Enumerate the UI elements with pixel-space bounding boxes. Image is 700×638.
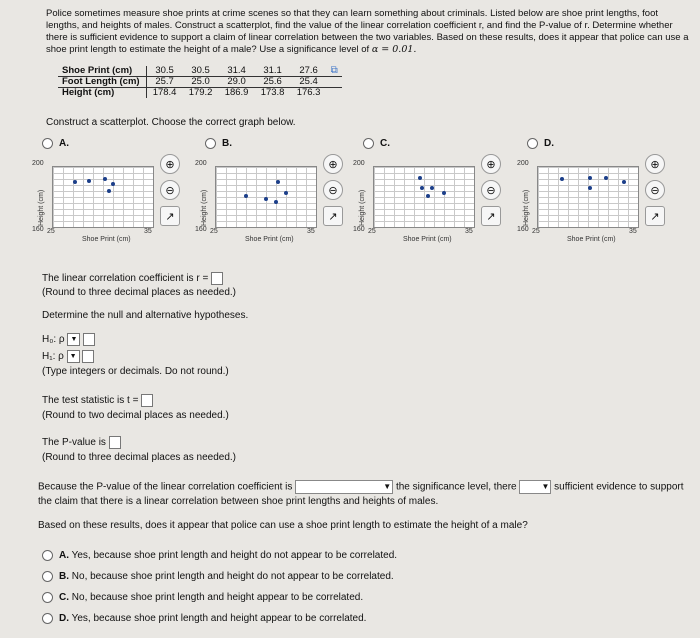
t-input[interactable] xyxy=(141,394,153,407)
h0-operator-dropdown[interactable] xyxy=(67,333,80,346)
scatterplot xyxy=(52,166,154,228)
table-cell: 25.4 xyxy=(291,77,327,88)
popout-icon: ↗ xyxy=(328,210,338,223)
table-cell: 25.7 xyxy=(146,77,183,88)
y-tick-label: 200 xyxy=(195,160,207,167)
dropdown-arrow-icon: ▼ xyxy=(383,482,392,491)
data-point xyxy=(588,176,592,180)
conclusion-text-3: sufficient evidence to support xyxy=(554,481,684,493)
graph-option-d[interactable] xyxy=(517,138,687,258)
data-point xyxy=(418,176,422,180)
h1-value-input[interactable] xyxy=(82,350,94,363)
popout-button[interactable] xyxy=(481,206,501,226)
zoom-out-icon: ⊖ xyxy=(328,184,338,197)
data-point xyxy=(588,186,592,190)
table-cell: 30.5 xyxy=(191,65,210,76)
scatterplot xyxy=(215,166,317,228)
test-stat-label: The test statistic is t = xyxy=(42,395,139,407)
data-point xyxy=(264,197,268,201)
zoom-out-button[interactable] xyxy=(645,180,665,200)
table-cell: 179.2 xyxy=(188,87,213,98)
option-letter: A. xyxy=(59,138,69,150)
x-tick-label: 35 xyxy=(307,228,315,235)
x-axis-title: Shoe Print (cm) xyxy=(245,236,294,243)
correlation-line xyxy=(42,272,223,285)
evidence-dropdown[interactable] xyxy=(519,480,551,494)
x-axis-title: Shoe Print (cm) xyxy=(82,236,131,243)
scatter-prompt: Construct a scatterplot. Choose the correct graph below. xyxy=(46,117,296,128)
table-cell: 31.1 xyxy=(263,65,282,76)
x-tick-label: 35 xyxy=(629,228,637,235)
pvalue-input[interactable] xyxy=(109,436,121,449)
answer-option-d[interactable] xyxy=(42,613,366,624)
table-cell: 186.9 xyxy=(224,87,249,98)
dropdown-arrow-icon: ▼ xyxy=(541,482,550,491)
answer-letter: D. xyxy=(59,613,69,625)
popout-button[interactable] xyxy=(323,206,343,226)
conclusion-line-2: the claim that there is a linear correlation between shoe print lengths and heights of males. xyxy=(38,496,439,507)
y-tick-label: 200 xyxy=(32,160,44,167)
h1-label: H₁: ρ xyxy=(42,351,64,363)
zoom-out-icon: ⊖ xyxy=(486,184,496,197)
r-input[interactable] xyxy=(211,272,223,285)
data-point xyxy=(107,189,111,193)
graph-option-a[interactable] xyxy=(32,138,202,258)
answer-text: Yes, because shoe print length and height do not appear to be correlated. xyxy=(71,550,398,562)
zoom-in-icon: ⊕ xyxy=(328,158,338,171)
y-axis-title: Height (cm) xyxy=(201,189,208,226)
scatterplot xyxy=(537,166,639,228)
data-point xyxy=(87,179,91,183)
zoom-in-icon: ⊕ xyxy=(650,158,660,171)
x-axis-title: Shoe Print (cm) xyxy=(403,236,452,243)
radio-button[interactable] xyxy=(205,138,216,149)
zoom-in-icon: ⊕ xyxy=(486,158,496,171)
radio-button[interactable] xyxy=(42,592,53,603)
y-axis-title: Height (cm) xyxy=(38,189,45,226)
conclusion-text-2: the significance level, there xyxy=(395,481,517,493)
x-tick-label: 25 xyxy=(210,228,218,235)
zoom-out-button[interactable] xyxy=(160,180,180,200)
answer-letter: C. xyxy=(59,592,69,604)
table-cell: 31.4 xyxy=(227,65,246,76)
data-table xyxy=(58,66,342,98)
h1-line xyxy=(42,350,94,363)
data-point xyxy=(622,180,626,184)
pvalue-label: The P-value is xyxy=(42,437,106,449)
row-label: Foot Length (cm) xyxy=(58,77,146,88)
hypotheses-prompt: Determine the null and alternative hypotheses. xyxy=(42,310,249,321)
zoom-in-button[interactable] xyxy=(160,154,180,174)
data-point xyxy=(103,177,107,181)
popout-button[interactable] xyxy=(645,206,665,226)
problem-statement xyxy=(46,8,692,56)
table-cell: 176.3 xyxy=(296,87,321,98)
x-tick-label: 25 xyxy=(368,228,376,235)
row-label: Height (cm) xyxy=(58,88,146,99)
data-point xyxy=(442,191,446,195)
zoom-in-button[interactable] xyxy=(645,154,665,174)
data-point xyxy=(284,191,288,195)
correlation-label: The linear correlation coefficient is r = xyxy=(42,273,209,285)
data-point xyxy=(560,177,564,181)
correlation-note: (Round to three decimal places as needed.) xyxy=(42,287,237,298)
y-tick-label: 200 xyxy=(517,160,529,167)
popout-icon: ↗ xyxy=(165,210,175,223)
table-row xyxy=(58,88,342,99)
popout-icon: ↗ xyxy=(486,210,496,223)
pvalue-line xyxy=(42,436,121,449)
y-axis-title: Height (cm) xyxy=(523,189,530,226)
table-cell: 25.6 xyxy=(255,77,291,88)
answer-text: No, because shoe print length and height appear to be correlated. xyxy=(71,592,364,604)
answer-option-b[interactable] xyxy=(42,571,394,582)
pvalue-note: (Round to three decimal places as needed.) xyxy=(42,452,237,463)
data-point xyxy=(73,180,77,184)
data-point xyxy=(111,182,115,186)
radio-button[interactable] xyxy=(527,138,538,149)
answer-text: Yes, because shoe print length and height appear to be correlated. xyxy=(71,613,367,625)
radio-button[interactable] xyxy=(42,613,53,624)
h1-operator-dropdown[interactable] xyxy=(67,350,80,363)
radio-button[interactable] xyxy=(42,550,53,561)
y-axis-title: Height (cm) xyxy=(359,189,366,226)
x-tick-label: 25 xyxy=(47,228,55,235)
conclusion-text-1: Because the P-value of the linear correlation coefficient is xyxy=(38,481,293,493)
h0-value-input[interactable] xyxy=(83,333,95,346)
zoom-out-button[interactable] xyxy=(323,180,343,200)
data-point xyxy=(426,194,430,198)
zoom-out-button[interactable] xyxy=(481,180,501,200)
x-tick-label: 35 xyxy=(465,228,473,235)
option-letter: C. xyxy=(380,138,390,150)
x-axis-title: Shoe Print (cm) xyxy=(567,236,616,243)
table-row xyxy=(58,66,342,77)
radio-button[interactable] xyxy=(42,138,53,149)
hypotheses-note: (Type integers or decimals. Do not round.) xyxy=(42,366,229,377)
data-point xyxy=(604,176,608,180)
table-cell: 27.6 xyxy=(299,65,318,76)
answer-letter: B. xyxy=(59,571,69,583)
conclusion-line xyxy=(38,480,698,494)
y-tick-label: 160 xyxy=(353,226,365,233)
table-row xyxy=(58,77,342,88)
data-point xyxy=(430,186,434,190)
dropdown-arrow-icon: ▼ xyxy=(69,353,77,360)
dropdown-arrow-icon: ▼ xyxy=(70,336,78,343)
answer-option-a[interactable] xyxy=(42,550,397,561)
x-tick-label: 25 xyxy=(532,228,540,235)
data-point xyxy=(274,200,278,204)
scatterplot xyxy=(373,166,475,228)
answer-option-c[interactable] xyxy=(42,592,363,603)
row-label: Shoe Print (cm) xyxy=(58,66,146,77)
table-cell: 178.4 xyxy=(152,87,177,98)
final-question: Based on these results, does it appear that police can use a shoe print length to estimate the height of a male? xyxy=(38,520,528,531)
table-cell: 29.0 xyxy=(219,77,255,88)
data-point xyxy=(420,186,424,190)
popout-icon: ↗ xyxy=(650,210,660,223)
data-point xyxy=(276,180,280,184)
copy-icon: ⧉ xyxy=(330,65,338,76)
x-tick-label: 35 xyxy=(144,228,152,235)
y-tick-label: 160 xyxy=(32,226,44,233)
y-tick-label: 200 xyxy=(353,160,365,167)
option-letter: B. xyxy=(222,138,232,150)
table-cell: 173.8 xyxy=(260,87,285,98)
table-cell: 25.0 xyxy=(183,77,219,88)
y-tick-label: 160 xyxy=(195,226,207,233)
zoom-out-icon: ⊖ xyxy=(650,184,660,197)
radio-button[interactable] xyxy=(363,138,374,149)
popout-button[interactable] xyxy=(160,206,180,226)
y-tick-label: 160 xyxy=(517,226,529,233)
graph-option-c[interactable] xyxy=(353,138,523,258)
answer-text: No, because shoe print length and height do not appear to be correlated. xyxy=(71,571,394,583)
problem-text: Police sometimes measure shoe prints at crime scenes so that they can learn something about criminals. Listed below are shoe print lengths, foot lengths, and heights of males. Construct a scatterplot, find the value of the linear correlation coefficient r, and find the P-value of r. Determine whether there is sufficient evidence to support a claim of linear correlation between the two variables. Based on these results, does it appear that police can use a shoe print length to estimate the height of a male? Use a significance level of xyxy=(46,8,689,55)
zoom-out-icon: ⊖ xyxy=(165,184,175,197)
answer-letter: A. xyxy=(59,550,69,562)
option-letter: D. xyxy=(544,138,554,150)
copy-data-button[interactable] xyxy=(327,66,342,77)
test-stat-line xyxy=(42,394,153,407)
table-cell: 30.5 xyxy=(155,65,174,76)
radio-button[interactable] xyxy=(42,571,53,582)
data-point xyxy=(244,194,248,198)
zoom-in-button[interactable] xyxy=(323,154,343,174)
pvalue-comparison-dropdown[interactable] xyxy=(295,480,393,494)
zoom-in-button[interactable] xyxy=(481,154,501,174)
h0-line xyxy=(42,333,95,346)
h0-label: H₀: ρ xyxy=(42,334,65,346)
test-stat-note: (Round to two decimal places as needed.) xyxy=(42,410,229,421)
alpha-value: α = 0.01. xyxy=(371,44,417,55)
zoom-in-icon: ⊕ xyxy=(165,158,175,171)
graph-option-b[interactable] xyxy=(195,138,365,258)
